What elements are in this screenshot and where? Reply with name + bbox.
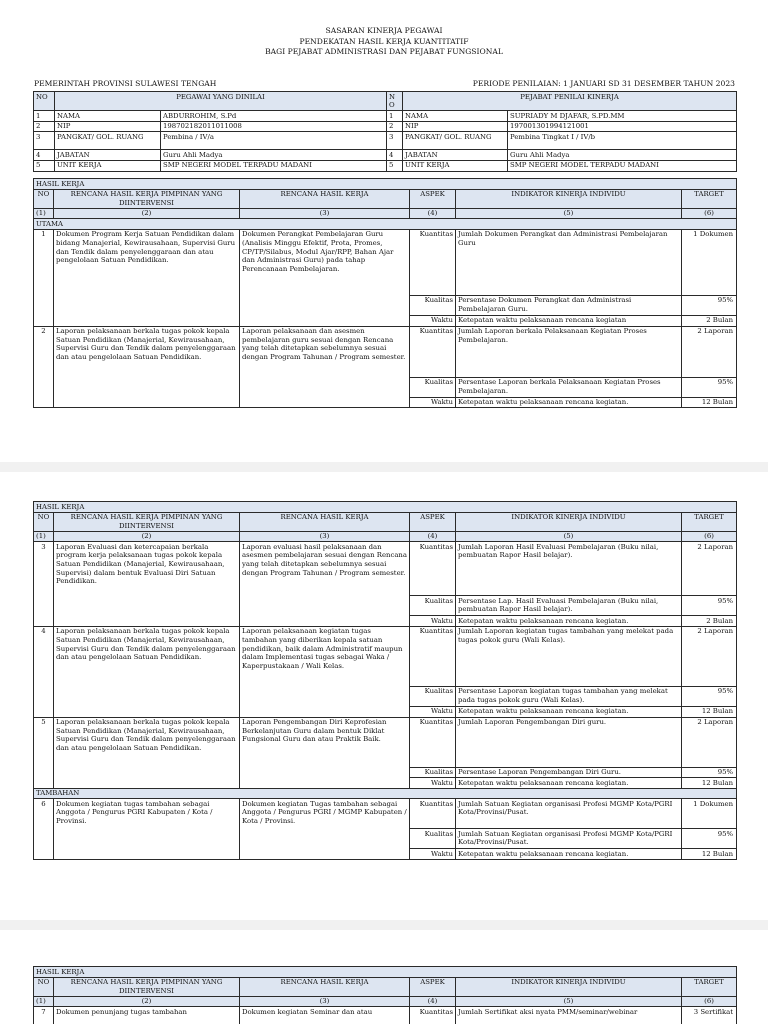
- document-page-1: [0, 0, 768, 462]
- column-header: RENCANA HASIL KERJA: [240, 977, 410, 996]
- info-label: JABATAN: [55, 150, 161, 161]
- column-header: RENCANA HASIL KERJA PIMPINAN YANG DIINTERVENSI: [54, 189, 240, 208]
- target-cell: 95%: [682, 767, 737, 778]
- table-row: [34, 717, 737, 767]
- column-number: (4): [410, 996, 456, 1007]
- rencana-hasil-kerja: Laporan pelaksanaan kegiatan tugas tambahan yang diberikan kepala satuan pendidikan, baik dalam Administratif maupun dalam Implementasi tugas sebagai Waka / Kaperpustakaan / Wali Kelas.: [240, 626, 410, 717]
- info-label: UNIT KERJA: [403, 160, 508, 171]
- target-cell: 12 Bulan: [682, 397, 737, 408]
- info-left-header: PEGAWAI YANG DINILAI: [55, 92, 387, 111]
- info-row-no: 5: [387, 160, 403, 171]
- table-row: [34, 626, 737, 686]
- info-row-no: 1: [34, 111, 55, 122]
- info-label: NIP: [55, 121, 161, 132]
- item-no: 3: [34, 542, 54, 627]
- item-no: 1: [34, 229, 54, 326]
- indikator-cell: Jumlah Laporan Pengembangan Diri guru.: [456, 717, 682, 767]
- indikator-cell: Jumlah Satuan Kegiatan organisasi Profesi MGMP Kota/PGRI Kota/Provinsi/Pusat.: [456, 799, 682, 829]
- agency-name: PEMERINTAH PROVINSI SULAWESI TENGAH: [34, 79, 217, 88]
- aspek-cell: Kualitas: [410, 295, 456, 315]
- target-cell: 12 Bulan: [682, 778, 737, 789]
- aspek-cell: Kuantitas: [410, 229, 456, 295]
- table-row: [34, 542, 737, 596]
- target-cell: 2 Bulan: [682, 315, 737, 326]
- rencana-hasil-kerja: Dokumen Perangkat Pembelajaran Guru (Analisis Minggu Efektif, Prota, Promes, CP/TP/Silabus, Modul Ajar/RPP, Bahan Ajar dan Administrasi Guru) pada tahap Perencanaan Pembelajaran.: [240, 229, 410, 326]
- column-header: ASPEK: [410, 977, 456, 996]
- info-label: UNIT KERJA: [55, 160, 161, 171]
- aspek-cell: Waktu: [410, 397, 456, 408]
- column-header: RENCANA HASIL KERJA PIMPINAN YANG DIINTERVENSI: [54, 512, 240, 531]
- aspek-cell: Waktu: [410, 616, 456, 627]
- indikator-cell: Ketepatan waktu pelaksanaan rencana kegiatan.: [456, 849, 682, 860]
- info-no-header: NO: [34, 92, 55, 111]
- indikator-cell: Ketepatan waktu pelaksanaan rencana kegiatan.: [456, 706, 682, 717]
- column-header: INDIKATOR KINERJA INDIVIDU: [456, 977, 682, 996]
- hasil-kerja-table-3: [33, 966, 737, 1024]
- utama-label: UTAMA: [34, 219, 737, 230]
- target-cell: 2 Laporan: [682, 717, 737, 767]
- rencana-pimpinan: Laporan pelaksanaan berkala tugas pokok kepala Satuan Pendidikan (Manajerial, Kewirausahaan, Supervisi Guru dan Tendik dalam penyelenggaraan dan atau pengelolaan Satuan Pendidikan.: [54, 717, 240, 788]
- column-header-row: [34, 977, 737, 996]
- target-cell: 95%: [682, 686, 737, 706]
- target-cell: 2 Bulan: [682, 616, 737, 627]
- aspek-cell: Kuantitas: [410, 326, 456, 377]
- target-cell: 1 Dokumen: [682, 229, 737, 295]
- indikator-cell: Persentase Laporan berkala Pelaksanaan Kegiatan Proses Pembelajaran.: [456, 377, 682, 397]
- rencana-hasil-kerja: Laporan Pengembangan Diri Keprofesian Berkelanjutan Guru dalam bentuk Diklat Fungsional Guru dan atau Praktik Baik.: [240, 717, 410, 788]
- column-header-row: [34, 512, 737, 531]
- indikator-cell: Jumlah Laporan berkala Pelaksanaan Kegiatan Proses Pembelajaran.: [456, 326, 682, 377]
- aspek-cell: Kuantitas: [410, 717, 456, 767]
- info-value: SUPRIADY M DJAFAR, S.PD.MM: [508, 111, 737, 122]
- info-row-no: 1: [387, 111, 403, 122]
- info-row-no: 4: [34, 150, 55, 161]
- target-cell: 95%: [682, 596, 737, 616]
- item-no: 6: [34, 799, 54, 860]
- section-label: HASIL KERJA: [34, 502, 737, 513]
- section-row: [34, 179, 737, 190]
- column-number: (4): [410, 208, 456, 219]
- item-no: 4: [34, 626, 54, 717]
- column-header: NO: [34, 977, 54, 996]
- aspek-cell: Kualitas: [410, 596, 456, 616]
- info-row-no: 2: [387, 121, 403, 132]
- column-header: INDIKATOR KINERJA INDIVIDU: [456, 512, 682, 531]
- indikator-cell: Ketepatan waktu pelaksanaan rencana kegiatan.: [456, 616, 682, 627]
- item-no: 2: [34, 326, 54, 408]
- target-cell: 95%: [682, 295, 737, 315]
- indikator-cell: Jumlah Sertifikat aksi nyata PMM/seminar/webinar: [456, 1007, 682, 1024]
- column-header-row: [34, 189, 737, 208]
- column-number: (5): [456, 208, 682, 219]
- rencana-hasil-kerja: Dokumen kegiatan Seminar dan atau: [240, 1007, 410, 1024]
- column-header: RENCANA HASIL KERJA: [240, 512, 410, 531]
- column-number: (1): [34, 208, 54, 219]
- info-value: 197001301994121001: [508, 121, 737, 132]
- column-number: (5): [456, 531, 682, 542]
- aspek-cell: Kuantitas: [410, 542, 456, 596]
- table-row: [34, 1007, 737, 1024]
- rencana-pimpinan: Dokumen penunjang tugas tambahan: [54, 1007, 240, 1024]
- table-row: [34, 229, 737, 295]
- target-cell: 2 Laporan: [682, 542, 737, 596]
- rencana-pimpinan: Laporan pelaksanaan berkala tugas pokok kepala Satuan Pendidikan (Manajerial, Kewirausahaan, Supervisi Guru dan Tendik dalam penyelenggaraan dan atau pengelolaan Satuan Pendidikan.: [54, 626, 240, 717]
- indikator-cell: Ketepatan waktu pelaksanaan rencana kegiatan.: [456, 397, 682, 408]
- info-value: Pembina Tingkat I / IV/b: [508, 132, 737, 150]
- column-header: NO: [34, 512, 54, 531]
- column-number: (6): [682, 531, 737, 542]
- column-header: TARGET: [682, 189, 737, 208]
- indikator-cell: Ketepatan waktu pelaksanaan rencana kegiatan: [456, 315, 682, 326]
- section-row: [34, 502, 737, 513]
- column-header: TARGET: [682, 512, 737, 531]
- column-header: TARGET: [682, 977, 737, 996]
- item-no: 7: [34, 1007, 54, 1024]
- indikator-cell: Jumlah Satuan Kegiatan organisasi Profesi MGMP Kota/PGRI Kota/Provinsi/Pusat.: [456, 829, 682, 849]
- hasil-kerja-table-1: [33, 178, 737, 408]
- document-title: [0, 26, 768, 58]
- info-row: [34, 150, 737, 161]
- aspek-cell: Kualitas: [410, 377, 456, 397]
- section-row: [34, 967, 737, 978]
- aspek-cell: Waktu: [410, 778, 456, 789]
- info-label: NAMA: [55, 111, 161, 122]
- column-header: NO: [34, 189, 54, 208]
- info-right-header: PEJABAT PENILAI KINERJA: [403, 92, 737, 111]
- column-number: (1): [34, 531, 54, 542]
- info-label: NIP: [403, 121, 508, 132]
- aspek-cell: Kuantitas: [410, 1007, 456, 1024]
- info-row: [34, 111, 737, 122]
- indikator-cell: Ketepatan waktu pelaksanaan rencana kegiatan.: [456, 778, 682, 789]
- column-header: RENCANA HASIL KERJA: [240, 189, 410, 208]
- info-header-row: [34, 92, 737, 111]
- item-no: 5: [34, 717, 54, 788]
- aspek-cell: Kualitas: [410, 829, 456, 849]
- title-line-3: BAGI PEJABAT ADMINISTRASI DAN PEJABAT FUNGSIONAL: [265, 47, 503, 56]
- rencana-pimpinan: Laporan Evaluasi dan ketercapaian berkala program kerja pelaksanaan tugas pokok kepala Satuan Pendidikan (Manajerial, Kewirausahaan, Supervisi) dalam bentuk Evaluasi Diri Satuan Pendidikan.: [54, 542, 240, 627]
- indikator-cell: Jumlah Laporan kegiatan tugas tambahan yang melekat pada tugas pokok guru (Wali Kelas).: [456, 626, 682, 686]
- info-value: 198702182011011008: [161, 121, 387, 132]
- column-number-row: [34, 531, 737, 542]
- aspek-cell: Kuantitas: [410, 626, 456, 686]
- info-value: Guru Ahli Madya: [508, 150, 737, 161]
- info-row-no: 5: [34, 160, 55, 171]
- column-number: (3): [240, 531, 410, 542]
- info-value: ABDURROHIM, S.Pd: [161, 111, 387, 122]
- info-label: NAMA: [403, 111, 508, 122]
- document-page-2: [0, 472, 768, 920]
- column-number: (3): [240, 996, 410, 1007]
- aspek-cell: Waktu: [410, 849, 456, 860]
- info-value: SMP NEGERI MODEL TERPADU MADANI: [161, 160, 387, 171]
- rencana-hasil-kerja: Dokumen kegiatan Tugas tambahan sebagai Anggota / Pengurus PGRI / MGMP Kabupaten / Kota / Provinsi.: [240, 799, 410, 860]
- aspek-cell: Waktu: [410, 706, 456, 717]
- target-cell: 12 Bulan: [682, 849, 737, 860]
- tambahan-label-row: [34, 788, 737, 799]
- info-value: SMP NEGERI MODEL TERPADU MADANI: [508, 160, 737, 171]
- target-cell: 2 Laporan: [682, 626, 737, 686]
- info-row: [34, 121, 737, 132]
- column-header: INDIKATOR KINERJA INDIVIDU: [456, 189, 682, 208]
- info-value: Guru Ahli Madya: [161, 150, 387, 161]
- column-number: (6): [682, 996, 737, 1007]
- column-number: (4): [410, 531, 456, 542]
- info-row-no: 2: [34, 121, 55, 132]
- target-cell: 3 Sertifikat: [682, 1007, 737, 1024]
- rencana-hasil-kerja: Laporan evaluasi hasil pelaksanaan dan asesmen pembelajaran sesuai dengan Rencana yang telah ditetapkan sebelumnya sesuai dengan Program Tahunan / Program semester.: [240, 542, 410, 627]
- column-number: (1): [34, 996, 54, 1007]
- section-label: HASIL KERJA: [34, 179, 737, 190]
- section-label: HASIL KERJA: [34, 967, 737, 978]
- info-label: PANGKAT/ GOL. RUANG: [55, 132, 161, 150]
- column-number-row: [34, 208, 737, 219]
- indikator-cell: Persentase Lap. Hasil Evaluasi Pembelajaran (Buku nilai, pembuatan Rapor Hasil belajar).: [456, 596, 682, 616]
- hasil-kerja-table-2: [33, 501, 737, 860]
- target-cell: 2 Laporan: [682, 326, 737, 377]
- indikator-cell: Persentase Laporan kegiatan tugas tambahan yang melekat pada tugas pokok guru (Wali Kelas).: [456, 686, 682, 706]
- title-line-2: PENDEKATAN HASIL KERJA KUANTITATIF: [299, 36, 469, 46]
- column-header: ASPEK: [410, 512, 456, 531]
- indikator-cell: Persentase Dokumen Perangkat dan Administrasi Pembelajaran Guru.: [456, 295, 682, 315]
- info-label: JABATAN: [403, 150, 508, 161]
- aspek-cell: Kuantitas: [410, 799, 456, 829]
- aspek-cell: Waktu: [410, 315, 456, 326]
- column-header: ASPEK: [410, 189, 456, 208]
- target-cell: 1 Dokumen: [682, 799, 737, 829]
- target-cell: 95%: [682, 829, 737, 849]
- info-label: PANGKAT/ GOL. RUANG: [403, 132, 508, 150]
- utama-label-row: [34, 219, 737, 230]
- employee-info-table: [33, 91, 737, 172]
- info-row-no: 3: [34, 132, 55, 150]
- aspek-cell: Kualitas: [410, 767, 456, 778]
- assessment-period: PERIODE PENILAIAN: 1 JANUARI SD 31 DESEMBER TAHUN 2023: [472, 79, 735, 88]
- target-cell: 95%: [682, 377, 737, 397]
- info-row: [34, 132, 737, 150]
- indikator-cell: Persentase Laporan Pengembangan Diri Guru.: [456, 767, 682, 778]
- title-line-1: SASARAN KINERJA PEGAWAI: [325, 26, 443, 35]
- column-number: (2): [54, 996, 240, 1007]
- column-number: (2): [54, 208, 240, 219]
- rencana-pimpinan: Dokumen kegiatan tugas tambahan sebagai Anggota / Pengurus PGRI Kabupaten / Kota / Provinsi.: [54, 799, 240, 860]
- aspek-cell: Kualitas: [410, 686, 456, 706]
- info-row-no: 4: [387, 150, 403, 161]
- info-row-no: 3: [387, 132, 403, 150]
- column-number: (2): [54, 531, 240, 542]
- info-no-header: NO: [387, 92, 403, 111]
- column-header: RENCANA HASIL KERJA PIMPINAN YANG DIINTERVENSI: [54, 977, 240, 996]
- table-row: [34, 799, 737, 829]
- info-row: [34, 160, 737, 171]
- column-number: (6): [682, 208, 737, 219]
- column-number: (3): [240, 208, 410, 219]
- table-row: [34, 326, 737, 377]
- rencana-pimpinan: Dokumen Program Kerja Satuan Pendidikan dalam bidang Manajerial, Kewirausahaan, Supervisi Guru dan Tendik dalam penyelenggaraan dan atau pengelolaan Satuan Pendidikan.: [54, 229, 240, 326]
- target-cell: 12 Bulan: [682, 706, 737, 717]
- rencana-pimpinan: Laporan pelaksanaan berkala tugas pokok kepala Satuan Pendidikan (Manajerial, Kewirausahaan, Supervisi Guru dan Tendik dalam penyelenggaraan dan atau pengelolaan Satuan Pendidikan.: [54, 326, 240, 408]
- info-value: Pembina / IV/a: [161, 132, 387, 150]
- column-number-row: [34, 996, 737, 1007]
- column-number: (5): [456, 996, 682, 1007]
- indikator-cell: Jumlah Laporan Hasil Evaluasi Pembelajaran (Buku nilai, pembuatan Rapor Hasil belajar).: [456, 542, 682, 596]
- indikator-cell: Jumlah Dokumen Perangkat dan Administrasi Pembelajaran Guru: [456, 229, 682, 295]
- tambahan-label: TAMBAHAN: [34, 788, 737, 799]
- document-page-3: [0, 930, 768, 1024]
- rencana-hasil-kerja: Laporan pelaksanaan dan asesmen pembelajaran guru sesuai dengan Rencana yang telah ditetapkan sebelumnya sesuai dengan Program Tahunan / Program semester.: [240, 326, 410, 408]
